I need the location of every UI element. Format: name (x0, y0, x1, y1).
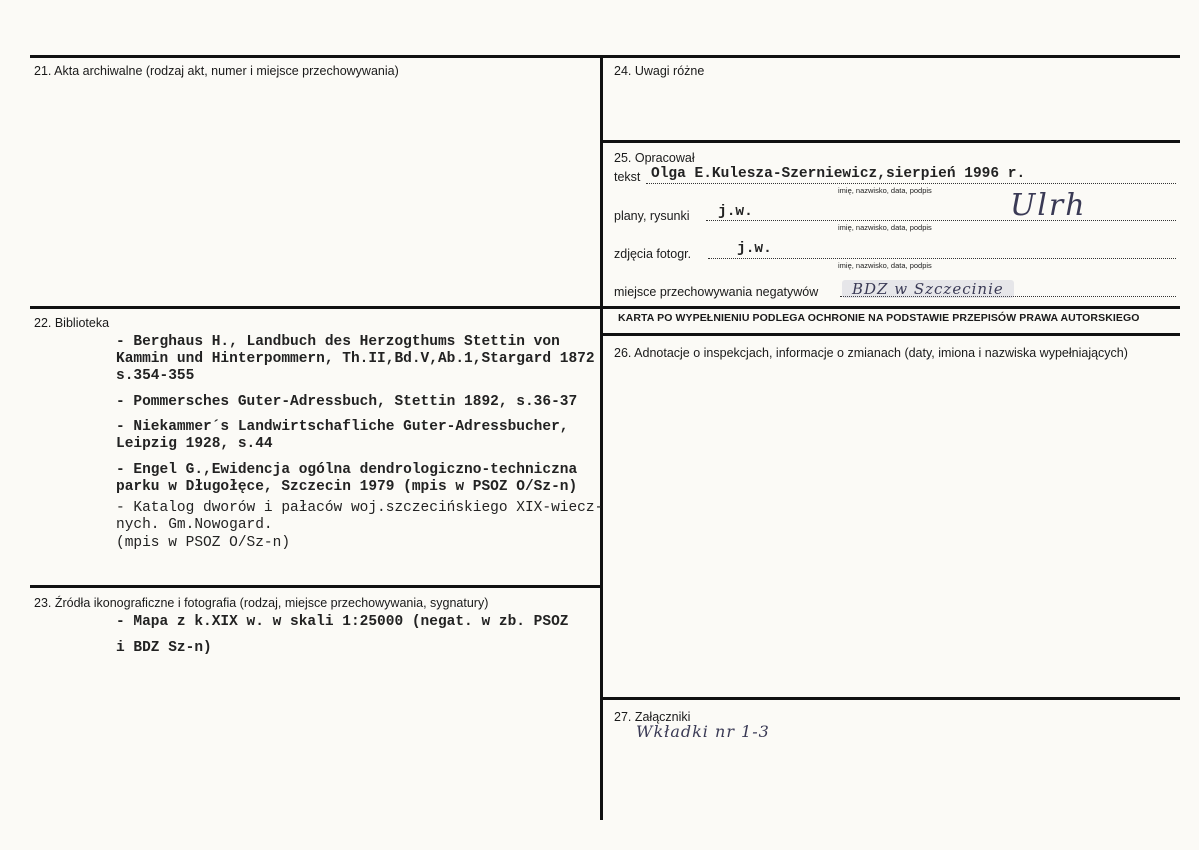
tekst-value: Olga E.Kulesza-Szerniewicz,sierpień 1996 r. (651, 166, 1026, 182)
bib-entry-1-line-1: - Berghaus H., Landbuch des Herzogthums Stettin von (116, 334, 560, 350)
bib-entry-4-line-1: - Engel G.,Ewidencja ogólna dendrologiczno-techniczna (116, 462, 578, 478)
section-22-label: 22. Biblioteka (34, 316, 110, 330)
bib-entry-5-line-1: - Katalog dworów i pałaców woj.szczecińskiego XIX-wiecz- (116, 500, 604, 516)
rule-21-22 (30, 306, 601, 309)
miejsce-label: miejsce przechowywania negatywów (614, 285, 819, 299)
rule-24-25 (602, 140, 1180, 143)
bib-entry-1-line-2: Kammin und Hinterpommern, Th.II,Bd.V,Ab.1,Stargard 1872 (116, 351, 595, 367)
section-23-label: 23. Źródła ikonograficzne i fotografia (rodzaj, miejsce przechowywania, sygnatury) (34, 596, 489, 610)
bib-entry-5-line-2: nych. Gm.Nowogard. (116, 517, 273, 533)
rule-22-23 (30, 585, 601, 588)
section-24-label: 24. Uwagi różne (614, 64, 705, 78)
section-25-label: 25. Opracował (614, 151, 695, 165)
zdjecia-line (708, 258, 1176, 259)
copyright-notice: KARTA PO WYPEŁNIENIU PODLEGA OCHRONIE NA PODSTAWIE PRZEPISÓW PRAWA AUTORSKIEGO (618, 312, 1140, 324)
tekst-caption: imię, nazwisko, data, podpis (838, 186, 932, 195)
plany-label: plany, rysunki (614, 209, 690, 223)
section-26-label: 26. Adnotacje o inspekcjach, informacje o zmianach (daty, imiona i nazwiska wypełniających) (614, 346, 1128, 360)
bib-entry-5-line-3: (mpis w PSOZ O/Sz-n) (116, 535, 291, 551)
bib-entry-2-line-1: - Pommersches Guter-Adressbuch, Stettin 1892, s.36-37 (116, 394, 578, 410)
zdjecia-label: zdjęcia fotogr. (614, 247, 692, 261)
rule-26-27 (602, 697, 1180, 700)
section-21-label: 21. Akta archiwalne (rodzaj akt, numer i miejsce przechowywania) (34, 64, 399, 78)
bib-entry-4-line-2: parku w Długołęce, Szczecin 1979 (mpis w PSOZ O/Sz-n) (116, 479, 578, 495)
plany-line (706, 220, 1176, 221)
rule-25-notice (602, 306, 1180, 309)
plany-caption: imię, nazwisko, data, podpis (838, 223, 932, 232)
section-27-label: 27. Załączniki (614, 710, 691, 724)
rule-25-26 (602, 333, 1180, 336)
bib-entry-1-line-3: s.354-355 (116, 368, 195, 384)
zdjecia-value: j.w. (737, 241, 772, 257)
zdjecia-caption: imię, nazwisko, data, podpis (838, 261, 932, 270)
icon-source-line-2: i BDZ Sz-n) (116, 640, 212, 656)
plany-value: j.w. (718, 204, 753, 220)
tekst-line (646, 183, 1176, 184)
attachments-value: Wkładki nr 1-3 (636, 722, 770, 741)
bib-entry-3-line-2: Leipzig 1928, s.44 (116, 436, 273, 452)
signature: Ulrh (1010, 188, 1087, 223)
top-rule (30, 55, 1180, 58)
center-divider (600, 55, 603, 820)
bib-entry-3-line-1: - Niekammer´s Landwirtschafliche Guter-Adressbucher, (116, 419, 569, 435)
icon-source-line-1: - Mapa z k.XIX w. w skali 1:25000 (negat. w zb. PSOZ (116, 614, 569, 630)
miejsce-value: BDZ w Szczecinie (852, 280, 1004, 298)
tekst-label: tekst (614, 170, 641, 184)
